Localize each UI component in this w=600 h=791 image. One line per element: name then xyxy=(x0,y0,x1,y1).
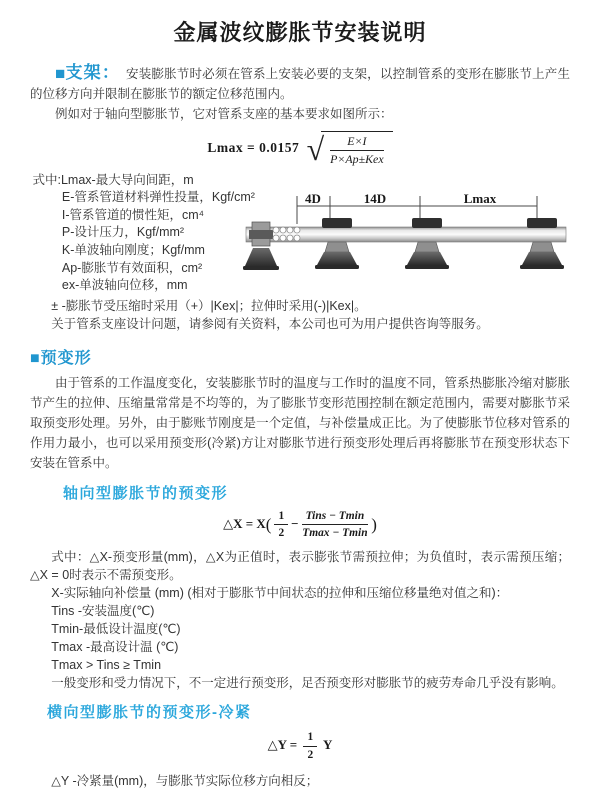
temp-line: Tins -安装温度(℃) xyxy=(51,604,155,619)
dx-formula-lhs: △X = X xyxy=(223,515,266,531)
dx-half-numerator: 1 xyxy=(274,509,288,525)
section-square-icon: ■ xyxy=(30,349,41,367)
page-title: 金属波纹膨胀节安装说明 xyxy=(173,20,427,45)
dim-label-4d: 4D xyxy=(305,191,321,206)
pipe-support-diagram xyxy=(240,190,580,292)
axial-subsection-heading: 轴向型膨胀节的预变形 xyxy=(63,484,229,502)
support-intro-paragraph xyxy=(30,63,570,104)
plus-minus-note: ± -膨胀节受压缩时采用（+）|Kex|；拉伸时采用(-)|Kex|。 xyxy=(51,298,367,313)
definition-item: K-单波轴向刚度；Kgf/mm xyxy=(61,243,205,258)
sqrt-radical xyxy=(307,131,393,167)
dy-formula-lhs: △Y = xyxy=(267,737,298,753)
dx-temp-numerator: Tins − Tmin xyxy=(302,509,369,525)
dim-label-14d: 14D xyxy=(363,191,387,206)
lmax-fraction-numerator: E×I xyxy=(330,134,383,151)
dx-temp-denominator: Tmax − Tmin xyxy=(302,527,368,540)
temp-line: Tmin-最低设计温度(℃) xyxy=(51,622,181,637)
dy-formula-rhs: Y xyxy=(322,737,333,753)
delta-y-formula xyxy=(30,730,570,762)
predeform-paragraph: 由于管系的工作温度变化，安装膨胀节时的温度与工作时的温度不同，管系热膨胀冷缩对膨胀节产生的拉伸、压缩量常常是不均等的，为了膨胀节变形范围控制在额定范围内，需要对膨胀节采取预变形处理。另外，由于膨账节刚度是一个定值，与补偿量成正比。为了使膨胀节位移对管系的作用力最小，也可以采用预变形(冷紧)方让对膨胀节进行预变形处理后再将膨胀节在预变形状态下安装在管系中。 xyxy=(30,375,570,470)
section-square-icon: ■ xyxy=(55,64,66,83)
support-section-heading: 支架： xyxy=(65,63,121,82)
axial-note-1: 式中：△X-预变形量(mm)，△X为正值时，表示膨张节需预拉伸；为负值时，表示需预压缩；△X = 0时表示不需预变形。 xyxy=(30,550,570,583)
lateral-note: △Y -冷紧量(mm)，与膨胀节实际位移方向相反； xyxy=(51,774,319,789)
predeform-heading-text: 预变形 xyxy=(40,349,92,367)
definition-item: ex-单波轴向位移，mm xyxy=(61,278,188,293)
lmax-fraction-denominator: P×Ap±Kex xyxy=(330,151,384,166)
definition-item: Ap-膨胀节有效面积，cm² xyxy=(61,260,203,275)
axial-note-2: X-实际轴向补偿量 (mm) (相对于膨胀节中间状态的拉伸和压缩位移量绝对值之和)： xyxy=(51,586,509,601)
delta-x-formula xyxy=(30,509,570,541)
definition-item: 式中:Lmax-最大导向间距，m xyxy=(32,172,194,187)
definition-item: P-设计压力，Kgf/mm² xyxy=(61,225,185,240)
dx-minus-sign: − xyxy=(291,515,299,531)
lmax-fraction xyxy=(330,134,383,167)
consulting-note: 关于管系支座设计问题，请参阅有关资料，本公司也可为用户提供咨询等服务。 xyxy=(51,317,489,332)
definition-item: I-管系管道的惯性矩，cm⁴ xyxy=(61,207,205,222)
sqrt-radicand xyxy=(321,131,392,167)
definition-item: E-管系管道材料弹性投量，Kgf/cm² xyxy=(61,190,255,205)
guide-support xyxy=(315,218,359,269)
lateral-subsection-heading: 横向型膨胀节的预变形-冷紧 xyxy=(47,704,252,722)
sqrt-sign: √ xyxy=(306,130,325,167)
predeform-section-heading xyxy=(30,345,570,368)
dy-half-denominator: 2 xyxy=(307,748,314,761)
temp-line: Tmax > Tins ≥ Tmin xyxy=(51,658,162,673)
axial-notes xyxy=(30,548,570,692)
dx-half-fraction xyxy=(274,509,288,541)
dx-close-paren: ) xyxy=(371,514,377,534)
dx-open-paren: ( xyxy=(265,514,272,534)
support-example-line: 例如对于轴向型膨胀节，它对管系支座的基本要求如图所示： xyxy=(55,107,393,121)
guide-support xyxy=(405,218,449,269)
dy-half-numerator: 1 xyxy=(303,730,317,746)
support-intro-text: 安装膨胀节时必须在管系上安装必要的支架，以控制管系的变形在膨胀节上产生的位移方向并限制在膨胀节的额定位移范围内。 xyxy=(30,67,570,101)
lmax-formula-lhs: Lmax = 0.0157 xyxy=(207,139,300,155)
lmax-formula xyxy=(30,131,570,167)
dx-half-denominator: 2 xyxy=(278,527,285,540)
axial-note-3: 一般变形和受力情况下，不一定进行预变形，足否预变形对膨胀节的疲劳寿命几乎没有影响。 xyxy=(51,676,564,691)
dim-label-lmax: Lmax xyxy=(463,191,497,206)
guide-support xyxy=(520,218,564,269)
dx-temp-fraction xyxy=(302,509,369,541)
temp-line: Tmax -最高设计温 (℃) xyxy=(51,640,179,655)
dy-half-fraction xyxy=(303,730,317,762)
